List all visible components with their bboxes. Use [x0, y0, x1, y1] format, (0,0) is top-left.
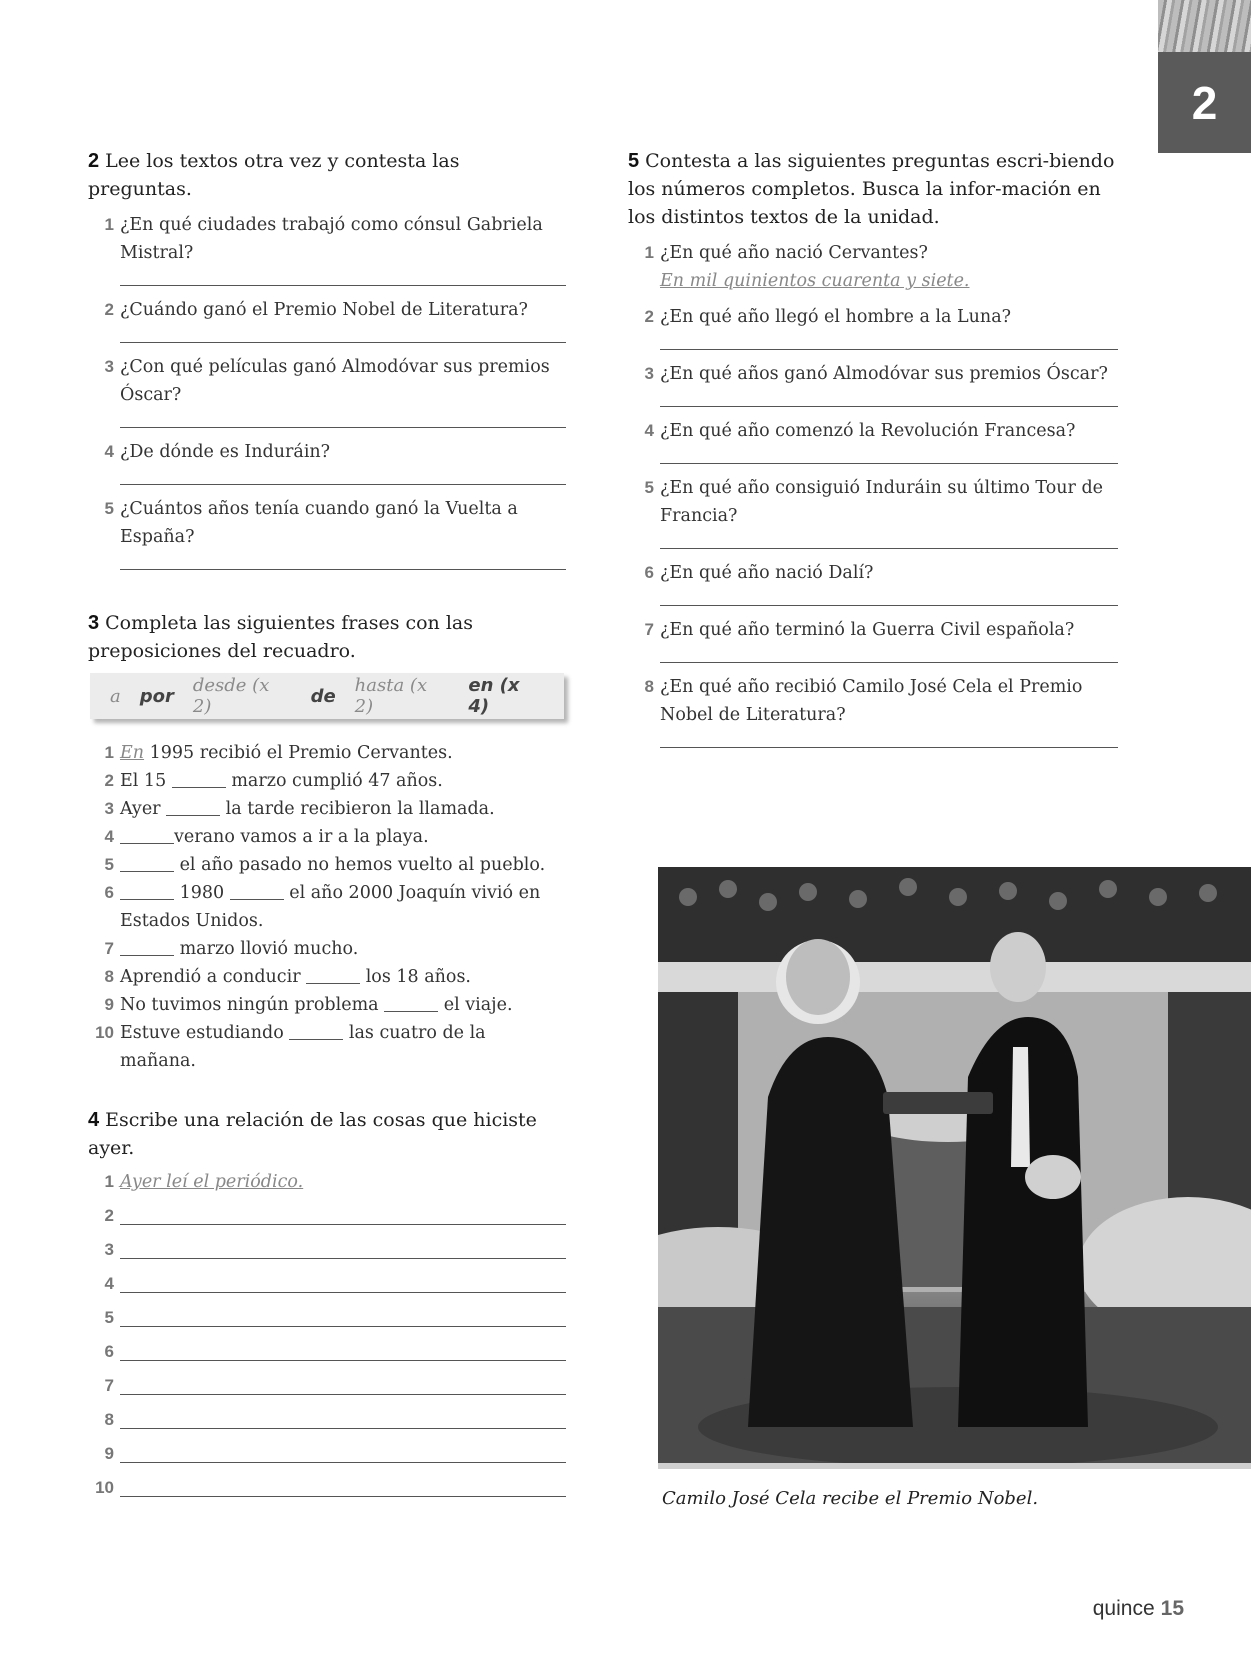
answer-line[interactable] [120, 551, 566, 570]
sentence: 9 No tuvimos ningún problema el viaje. [104, 995, 513, 1015]
answer-line[interactable] [660, 445, 1118, 464]
question: 6 ¿En qué año nació Dalí? [644, 563, 874, 583]
question: 5 ¿En qué año consiguió Induráin su último Tour de Francia? [644, 478, 1104, 526]
question: 5 ¿Cuántos años tenía cuando ganó la Vuelta a España? [104, 499, 518, 547]
sentence: 5 el año pasado no hemos vuelto al pueblo. [104, 855, 546, 875]
page-footer [1093, 1597, 1184, 1621]
answer-line[interactable] [120, 267, 566, 286]
sentence: 6 1980 el año 2000 Joaquín vivió en Estados Unidos. [104, 883, 541, 931]
exercise-title: Escribe una relación de las cosas que hiciste ayer. [88, 1109, 537, 1159]
list-item[interactable]: 9 [88, 1440, 566, 1474]
question: 4 ¿En qué año comenzó la Revolución Francesa? [644, 421, 1076, 441]
preposition: hasta (x 2) [354, 675, 428, 717]
preposition-box [90, 673, 564, 719]
preposition: a [110, 685, 121, 707]
sentence: 4 verano vamos a ir a la playa. [104, 827, 429, 847]
answer-line[interactable] [660, 530, 1118, 549]
list-item[interactable]: 8 [88, 1406, 566, 1440]
question: 4 ¿De dónde es Induráin? [104, 442, 331, 462]
chapter-tab: 2 [1158, 52, 1251, 153]
photo-shadow [658, 1463, 1251, 1469]
answer-line[interactable] [120, 409, 566, 428]
example-answer: En mil quinientos cuarenta y siete. [660, 271, 970, 291]
question: 2 ¿En qué año llegó el hombre a la Luna? [644, 307, 1012, 327]
chapter-tab-texture [1158, 0, 1251, 52]
list-item[interactable]: 4 [88, 1270, 566, 1304]
question: 8 ¿En qué año recibió Camilo José Cela el Premio Nobel de Literatura? [644, 677, 1083, 725]
exercise-5 [628, 147, 1118, 758]
exercise-4 [88, 1106, 566, 1508]
exercise-title: Lee los textos otra vez y contesta las preguntas. [88, 150, 460, 200]
blank[interactable] [166, 798, 220, 817]
answer-line[interactable] [660, 388, 1118, 407]
blank[interactable] [172, 770, 226, 789]
exercise-title: Completa las siguientes frases con las preposiciones del recuadro. [88, 612, 473, 662]
answer-line[interactable] [660, 644, 1118, 663]
question: 3 ¿En qué años ganó Almodóvar sus premios Óscar? [644, 364, 1108, 384]
example-answer: Ayer leí el periódico. [120, 1172, 304, 1192]
exercise-3 [88, 609, 566, 1075]
exercise-number: 2 [88, 150, 100, 172]
exercise-number: 4 [88, 1109, 100, 1131]
sentence: 7 marzo llovió mucho. [104, 939, 359, 959]
preposition: por [139, 685, 174, 707]
answer-line[interactable] [660, 331, 1118, 350]
answer-line[interactable] [120, 324, 566, 343]
list-item: 1 Ayer leí el periódico. [104, 1172, 304, 1192]
blank[interactable] [120, 882, 174, 901]
answer-line[interactable] [660, 729, 1118, 748]
blank[interactable] [306, 966, 360, 985]
list-item[interactable]: 7 [88, 1372, 566, 1406]
exercise-2 [88, 147, 566, 580]
list-item[interactable]: 10 [88, 1474, 566, 1508]
sentence: 2 El 15 marzo cumplió 47 años. [104, 771, 443, 791]
exercise-number: 5 [628, 150, 640, 172]
blank[interactable] [384, 994, 438, 1013]
sentence: 1 En 1995 recibió el Premio Cervantes. [104, 743, 453, 763]
question: 3 ¿Con qué películas ganó Almodóvar sus premios Óscar? [104, 357, 550, 405]
exercise-number: 3 [88, 612, 100, 634]
blank[interactable] [120, 938, 174, 957]
list-item[interactable]: 3 [88, 1236, 566, 1270]
nobel-ceremony-photo [658, 867, 1251, 1463]
answer-line[interactable] [120, 466, 566, 485]
preposition: desde (x 2) [192, 675, 270, 717]
blank[interactable] [230, 882, 284, 901]
photo-caption: Camilo José Cela recibe el Premio Nobel. [662, 1488, 1039, 1509]
sentence: 8 Aprendió a conducir los 18 años. [104, 967, 471, 987]
list-item[interactable]: 2 [88, 1202, 566, 1236]
exercise-title: Contesta a las siguientes preguntas escri-biendo los números completos. Busca la infor-mación en los distintos textos de la unidad. [628, 150, 1115, 228]
question: 1 ¿En qué año nació Cervantes? [644, 243, 928, 263]
preposition: en (x 4) [468, 675, 520, 717]
blank[interactable] [120, 826, 174, 845]
sentence: 10 Estuve estudiando las cuatro de la mañana. [95, 1023, 486, 1071]
question: 2 ¿Cuándo ganó el Premio Nobel de Literatura? [104, 300, 528, 320]
list-item[interactable]: 6 [88, 1338, 566, 1372]
list-item[interactable]: 5 [88, 1304, 566, 1338]
sentence: 3 Ayer la tarde recibieron la llamada. [104, 799, 495, 819]
blank[interactable] [120, 854, 174, 873]
question: 7 ¿En qué año terminó la Guerra Civil española? [644, 620, 1075, 640]
page-word: quince [1092, 1597, 1155, 1620]
preposition: de [310, 685, 336, 707]
answer-line[interactable] [660, 587, 1118, 606]
blank[interactable] [289, 1022, 343, 1041]
question: 1 ¿En qué ciudades trabajó como cónsul Gabriela Mistral? [104, 215, 543, 263]
page-number: 15 [1160, 1597, 1184, 1620]
